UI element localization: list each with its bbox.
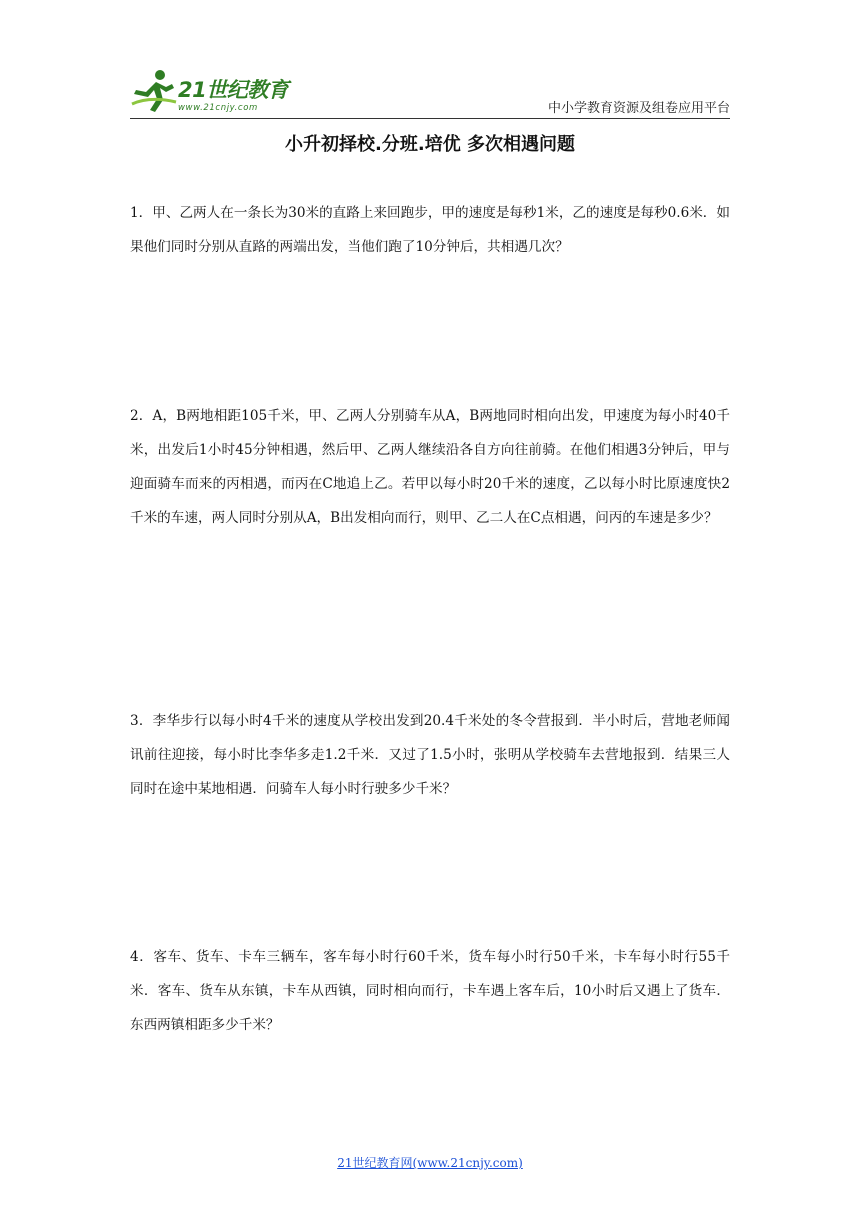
- site-logo: [130, 66, 310, 118]
- question-2: [130, 399, 730, 535]
- question-number: 2．: [130, 408, 153, 424]
- question-number: 3．: [130, 713, 153, 729]
- question-number: 4．: [130, 949, 154, 965]
- header-divider: [130, 118, 730, 119]
- page-header: [130, 66, 730, 122]
- platform-name: 中小学教育资源及组卷应用平台: [547, 101, 730, 116]
- footer-link[interactable]: 21世纪教育网(www.21cnjy.com): [337, 1156, 523, 1170]
- runner-logo-icon: [130, 66, 178, 114]
- question-text: 李华步行以每小时4千米的速度从学校出发到20.4千米处的冬令营报到．半小时后，营地老师闻讯前往迎接，每小时比李华多走1.2千米．又过了1.5小时，张明从学校骑车去营地报到．结果三人同时在途中某地相遇．问骑车人每小时行驶多少千米？: [130, 713, 730, 797]
- question-text: A，B两地相距105千米，甲、乙两人分别骑车从A，B两地同时相向出发，甲速度为每小时40千米，出发后1小时45分钟相遇，然后甲、乙两人继续沿各自方向往前骑。在他们相遇3分钟后，甲与迎面骑车而来的丙相遇，而丙在C地追上乙。若甲以每小时20千米的速度，乙以每小时比原速度快2千米的车速，两人同时分别从A，B出发相向而行，则甲、乙二人在C点相遇，问丙的车速是多少？: [130, 408, 730, 526]
- logo-text: 21世纪教育: [178, 78, 289, 102]
- logo-url: www.21cnjy.com: [178, 103, 258, 113]
- page-title: 小升初择校.分班.培优 多次相遇问题: [285, 134, 575, 155]
- question-1: [130, 196, 730, 264]
- question-3: [130, 704, 730, 806]
- question-text: 甲、乙两人在一条长为30米的直路上来回跑步，甲的速度是每秒1米，乙的速度是每秒0.6米．如果他们同时分别从直路的两端出发，当他们跑了10分钟后，共相遇几次？: [130, 205, 730, 255]
- question-text: 客车、货车、卡车三辆车，客车每小时行60千米，货车每小时行50千米，卡车每小时行55千米．客车、货车从东镇，卡车从西镇，同时相向而行，卡车遇上客车后，10小时后又遇上了货车．东西两镇相距多少千米？: [130, 949, 730, 1033]
- question-4: [130, 940, 730, 1042]
- question-number: 1．: [130, 205, 153, 221]
